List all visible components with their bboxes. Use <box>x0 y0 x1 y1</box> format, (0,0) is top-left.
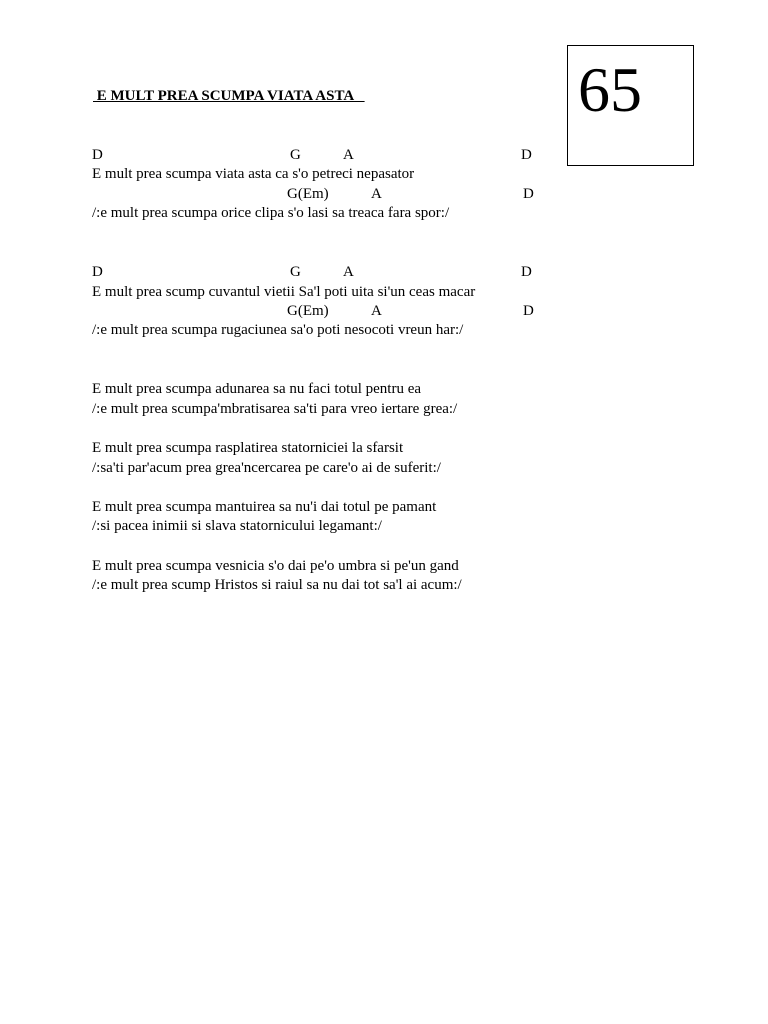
lyric-line: E mult prea scumpa viata asta ca s'o petreci nepasator <box>92 166 415 182</box>
lyric-line: E mult prea scumpa rasplatirea statorniciei la sfarsit <box>92 440 404 456</box>
lyric-line: /:e mult prea scumpa orice clipa s'o lasi sa treaca fara spor:/ <box>92 205 450 221</box>
chord: D <box>521 264 532 280</box>
chord: G <box>290 264 301 280</box>
chord: D <box>521 147 532 163</box>
lyric-line: E mult prea scump cuvantul vietii Sa'l poti uita si'un ceas macar <box>92 284 476 300</box>
song-number: 65 <box>578 54 642 125</box>
lyric-line: /:si pacea inimii si slava statornicului legamant:/ <box>92 518 382 534</box>
chord: D <box>523 186 534 202</box>
lyric-line: E mult prea scumpa adunarea sa nu faci totul pentru ea <box>92 381 422 397</box>
lyric-line: /:e mult prea scumpa rugaciunea sa'o poti nesocoti vreun har:/ <box>92 322 464 338</box>
lyric-line: E mult prea scumpa vesnicia s'o dai pe'o umbra si pe'un gand <box>92 558 459 574</box>
song-title: E MULT PREA SCUMPA VIATA ASTA <box>93 88 365 104</box>
chord: D <box>92 264 103 280</box>
song-number-box <box>567 45 694 166</box>
lyric-line: E mult prea scumpa mantuirea sa nu'i dai totul pe pamant <box>92 499 437 515</box>
chord: G(Em) <box>287 186 329 202</box>
chord: G <box>290 147 301 163</box>
chord: A <box>371 186 382 202</box>
lyric-line: /:e mult prea scump Hristos si raiul sa nu dai tot sa'l ai acum:/ <box>92 577 462 593</box>
lyric-line: /:sa'ti par'acum prea grea'ncercarea pe care'o ai de suferit:/ <box>92 460 441 476</box>
chord: G(Em) <box>287 303 329 319</box>
lyric-line: /:e mult prea scumpa'mbratisarea sa'ti para vreo iertare grea:/ <box>92 401 458 417</box>
chord: A <box>343 147 354 163</box>
chord: D <box>523 303 534 319</box>
chord: D <box>92 147 103 163</box>
chord: A <box>371 303 382 319</box>
chord: A <box>343 264 354 280</box>
